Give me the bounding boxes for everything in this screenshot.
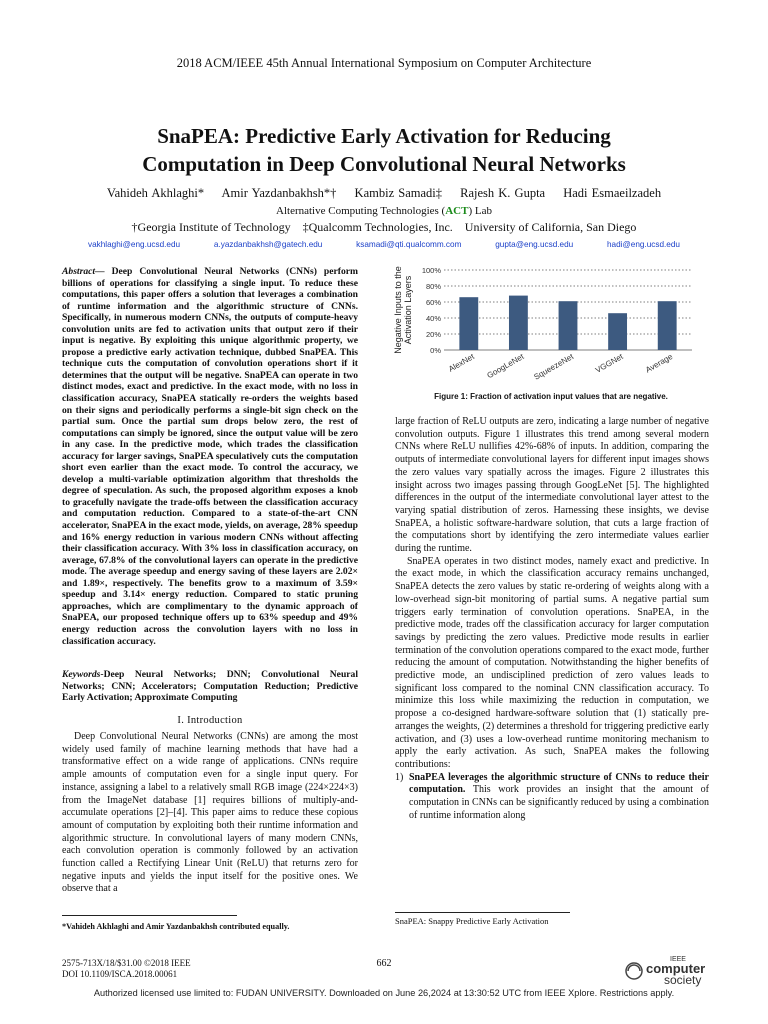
page-number: 662	[376, 958, 392, 969]
y-tick-label: 60%	[425, 298, 441, 307]
logo-graphic	[622, 953, 712, 987]
y-tick-label: 40%	[425, 314, 441, 323]
x-tick-label: VGGNet	[593, 351, 625, 375]
bar-squeezenet	[559, 301, 578, 350]
logo-computer-text: computer	[646, 961, 706, 976]
y-tick-label: 20%	[425, 330, 441, 339]
contribution-number: 1)	[395, 771, 404, 783]
doi-line: DOI 10.1109/ISCA.2018.00061	[62, 969, 178, 979]
author-name: Rajesh K. Gupta	[460, 186, 546, 200]
lab-suffix: ) Lab	[468, 205, 492, 217]
paper-title	[60, 122, 708, 178]
y-axis-label: Activation Layers	[403, 275, 413, 345]
conference-header: 2018 ACM/IEEE 45th Annual International Symposium on Computer Architecture	[176, 56, 592, 70]
footnote-snapea: SnaPEA: Snappy Predictive Early Activation	[395, 916, 549, 926]
abstract-text: Deep Convolutional Neural Networks (CNNs) perform billions of operations for classifying a single input. To reduce these computations, this paper offers a solution that leverages a combination of runtime information and the algorithmic structure of CNNs. Specifically, in numerous modern CNNs, the outputs of compute-heavy convolution units are fed to activation units that output zero if their input is negative. By exploiting this unique algorithmic property, we propose a predictive early activation technique, dubbed SnaPEA. This technique cuts the computation of convolution operations short if it determines that the output will be negative. SnaPEA can operate in two distinct modes, exact and predictive. In the exact mode, with no loss in classification accuracy, SnaPEA statically re-orders the weights based on their signs and periodically performs a single-bit sign check on the partial sum. Once the partial sum drops below zero, the rest of computations can simply be ignored, since the output value will be zero in any case. In the predictive mode, which trades the classification accuracy for larger savings, SnaPEA speculatively cuts the computation short even earlier than the exact mode. To control the accuracy, we develop a multi-variable optimization algorithm that thresholds the degree of speculation. As such, the proposed algorithm exposes a knob to gracefully navigate the trade-offs between the classification accuracy and computation reduction. Compared to a state-of-the-art CNN accelerator, SnaPEA in the exact mode, yields, on average, 28% speedup and 16% energy reduction in various modern CNNs without affecting their classification accuracy. With 3% loss in classification accuracy, on average, 67.8% of the convolutional layers can operate in the predictive mode. The average speedup and energy saving of these layers are 2.02× and 1.89×, respectively. The benefits grow to a maximum of 3.59× speedup and 3.14× energy reduction. Compared to static pruning approaches, which are complimentary to the dynamic approach of SnaPEA, our proposed technique offers up to 63% speedup and 49% energy reduction across the convolution layers with no loss in classification accuracy.	[62, 266, 358, 647]
y-tick-label: 80%	[425, 282, 441, 291]
title-line-2: Computation in Deep Convolutional Neural Networks	[142, 152, 626, 176]
bar-chart	[392, 258, 710, 398]
section-heading: I. Introduction	[177, 715, 243, 726]
email-link[interactable]: ksamadi@qti.qualcomm.com	[356, 240, 462, 249]
contribution-item	[395, 772, 709, 823]
footnote-divider	[62, 915, 237, 916]
keywords-text: -Deep Neural Networks; DNN; Convolutional Neural Networks; CNN; Accelerators; Computation Reduction; Predictive Early Activation; Approximate Computing	[62, 669, 358, 704]
figure-1-chart	[392, 258, 710, 398]
copyright-line: 2575-713X/18/$31.00 ©2018 IEEE	[62, 958, 191, 968]
y-axis-label: Negative Inputs to the	[393, 266, 403, 354]
affiliations: †Georgia Institute of Technology ‡Qualcomm Technologies, Inc. University of California, San Diego	[131, 220, 637, 234]
lab-prefix: Alternative Computing Technologies (	[276, 205, 446, 217]
y-tick-label: 100%	[421, 266, 441, 275]
license-notice: Authorized licensed use limited to: FUDAN UNIVERSITY. Downloaded on June 26,2024 at 13:30:52 UTC from IEEE Xplore. Restrictions apply.	[93, 988, 675, 998]
x-tick-label: Average	[644, 351, 675, 375]
lab-name	[60, 205, 708, 217]
right-column-text	[395, 416, 709, 823]
x-tick-label: GoogLeNet	[485, 351, 526, 381]
author-list	[60, 186, 708, 201]
copyright-block	[62, 958, 262, 980]
bar-average	[658, 301, 677, 350]
email-link[interactable]: gupta@eng.ucsd.edu	[495, 240, 574, 249]
paragraph: SnaPEA operates in two distinct modes, namely exact and predictive. In the exact mode, in which the classification accuracy remains unchanged, SnaPEA detects the zero values by static re-ordering of weights along with a low-overhead sign-bit monitoring of partial sums. A negative partial sum triggers early termination of convolution operations. SnaPEA, in the predictive mode, trades off the classification accuracy for larger computation savings by predicting the zero values. Predictive mode results in earlier termination of the convolution operations compared to the exact mode, further reducing the amount of computation. Notwithstanding the higher benefits of predictive mode, an undisciplined prediction of zero values leads to significant loss compared to the nominal CNN classification accuracy. To minimize this loss while maximizing the reduction in computation, we propose a co-designed hardware-software solution that (1) statically pre-arranges the weights, (2) determines a threshold for triggering predictive early activation, and (3) uses a low-overhead runtime monitoring mechanism to apply the early activation. As such, SnaPEA makes the following contributions:	[395, 555, 709, 770]
bar-googlenet	[509, 296, 528, 350]
logo-society-text: society	[664, 973, 702, 987]
introduction-text: Deep Convolutional Neural Networks (CNNs) are among the most widely used family of machine learning methods that have had a transformative effect on a wide range of applications. CNNs require ample amounts of computation even for a single input query. For instance, assigning a label to a relatively small RGB image (224×224×3) from the ImageNet database [1] requires billions of multiply-and-accumulate operations [2]–[4]. This paper aims to reduce these copious amount of computation by exploiting both their runtime information and algorithmic structure. In convolutional layers of many modern CNNs, each convolution operation is commonly followed by an activation function called a Rectifying Linear Unit (ReLU) that returns zero for negative inputs and yields the input itself for the positive ones. We observe that a	[62, 731, 358, 895]
figure-caption: Figure 1: Fraction of activation input values that are negative.	[434, 392, 668, 401]
x-tick-label: AlexNet	[447, 351, 476, 374]
abstract-lead: Abstract—	[62, 266, 105, 277]
email-list	[60, 240, 708, 249]
y-tick-label: 0%	[430, 346, 441, 355]
email-link[interactable]: vakhlaghi@eng.ucsd.edu	[88, 240, 181, 249]
bar-alexnet	[459, 297, 478, 350]
contribution-title: SnaPEA leverages the algorithmic structure of CNNs to reduce their computation.	[409, 771, 709, 796]
email-link[interactable]: hadi@eng.ucsd.edu	[607, 240, 680, 249]
footnote-equal-contribution: *Vahideh Akhlaghi and Amir Yazdanbakhsh contributed equally.	[62, 922, 290, 931]
keywords	[62, 669, 358, 704]
footnote-divider	[395, 912, 570, 913]
bar-vggnet	[608, 313, 627, 350]
abstract	[62, 266, 358, 647]
x-tick-label: SqueezeNet	[532, 351, 575, 382]
email-link[interactable]: a.yazdanbakhsh@gatech.edu	[213, 240, 323, 249]
paragraph: large fraction of ReLU outputs are zero, indicating a large number of negative convolution outputs. Figure 1 illustrates this trend among several modern CNNs where ReLU nullifies 42%-68% of inputs. In addition, comparing the outputs of intermediate convolutional layers for different input images shows the zero values vary spatially across the images. Figure 2 illustrates this insight across two images passing through GoogLeNet [5]. The highlighted differences in the output of the intermediate convolutional layer attest to the varying spatial distribution of zeros. Harnessing these insights, we devise SnaPEA, a holistic software-hardware solution, that cuts a large fraction of the computations short by identifying the zero intermediate values earlier during the runtime.	[395, 416, 709, 555]
lab-act: ACT	[445, 205, 469, 217]
title-line-1: SnaPEA: Predictive Early Activation for Reducing	[157, 124, 611, 148]
author-name: Hadi Esmaeilzadeh	[563, 186, 662, 200]
author-name: Vahideh Akhlaghi*	[106, 186, 205, 200]
keywords-lead: Keywords	[62, 669, 101, 680]
author-name: Amir Yazdanbakhsh*†	[221, 186, 337, 200]
logo-ieee-text: IEEE	[670, 956, 686, 963]
contribution-text: This work provides an insight that the amount of computation in CNNs can be significantly reduced by using a combination of runtime information along	[409, 784, 709, 821]
computer-society-logo	[622, 953, 712, 987]
author-name: Kambiz Samadi‡	[354, 186, 442, 200]
